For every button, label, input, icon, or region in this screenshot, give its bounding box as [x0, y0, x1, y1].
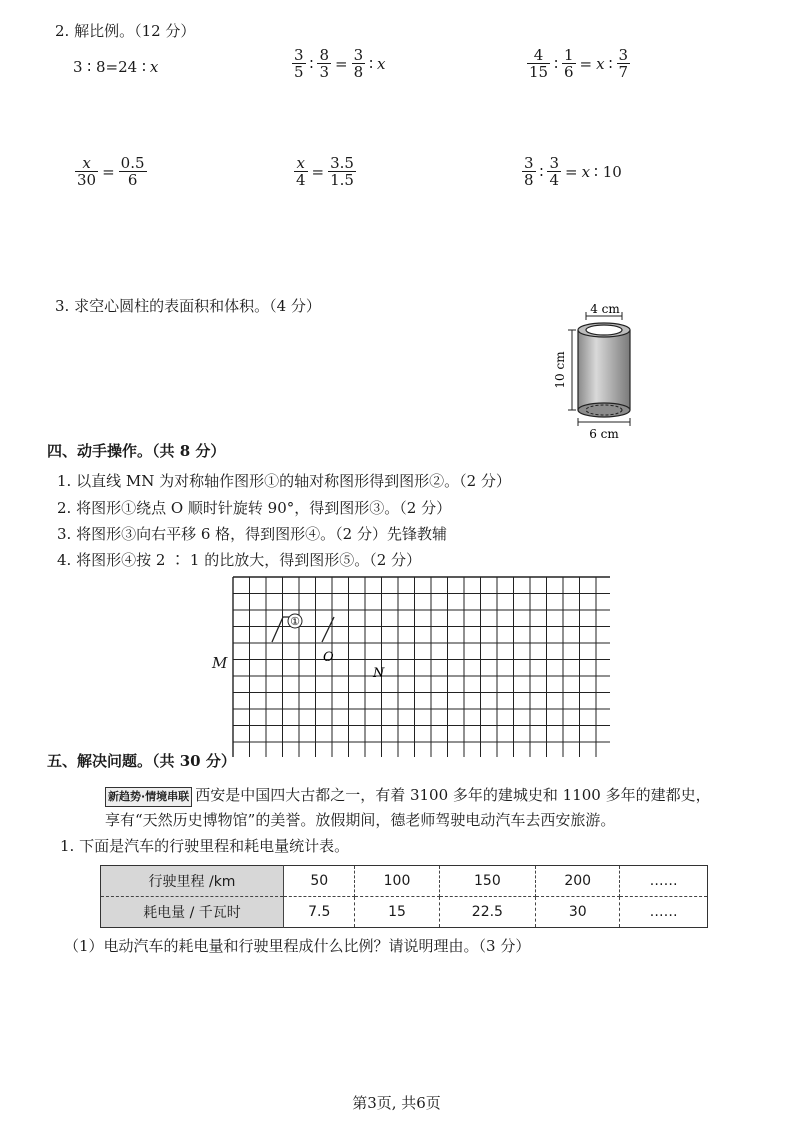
inner-diameter-label: 4 cm — [590, 302, 620, 316]
equation-2: $\frac{3}{5}$ ∶ $\frac{8}{3}$ = $\frac{3}{8}$ ∶ x — [294, 46, 386, 81]
equation-1-var: x — [149, 58, 159, 76]
equation-3: $\frac{4}{15}$ ∶ $\frac{1}{6}$ = x ∶ $\frac{3}{7}$ — [529, 46, 629, 81]
equation-5: $\frac{x}{4}$ = $\frac{3.5}{1.5}$ — [296, 154, 354, 189]
section-5-heading: 五、解决问题。（共 30 分） — [47, 752, 236, 770]
context-line-2: 享有“天然历史博物馆”的美誉。放假期间，德老师驾驶电动汽车去西安旅游。 — [105, 811, 616, 829]
section-4-item-4: 4. 将图形④按 2 ∶ 1 的比放大，得到图形⑤。（2 分） — [57, 551, 422, 569]
table-cell: 22.5 — [439, 897, 536, 928]
hollow-cylinder-figure — [550, 298, 650, 440]
table-cell: 150 — [439, 866, 536, 897]
table-cell: 50 — [284, 866, 355, 897]
problem-1-title: 1. 下面是汽车的行驶里程和耗电量统计表。 — [60, 837, 350, 855]
trend-tag: 新趋势·情境串联 — [105, 787, 192, 807]
point-m-label: M — [212, 654, 228, 672]
subquestion-1: （1）电动汽车的耗电量和行驶里程成什么比例？请说明理由。（3 分） — [64, 937, 531, 955]
section-4-item-3: 3. 将图形③向右平移 6 格，得到图形④。（2 分）先锋教辅 — [57, 525, 447, 543]
point-o-label: O — [323, 650, 334, 665]
table-cell: 15 — [355, 897, 439, 928]
mileage-consumption-table — [100, 865, 708, 928]
equation-4: $\frac{x}{30}$ = $\frac{0.5}{6}$ — [77, 154, 145, 189]
question-2-title: 2. 解比例。（12 分） — [55, 22, 196, 40]
table-row — [101, 897, 708, 928]
table-header-mileage: 行驶里程 /km — [101, 866, 284, 897]
equation-1-text: 3 ∶ 8=24 ∶ — [73, 58, 146, 76]
section-4-item-1: 1. 以直线 MN 为对称轴作图形①的轴对称图形得到图形②。（2 分） — [57, 472, 511, 490]
point-n-label: N — [373, 666, 385, 681]
page-footer: 第3页, 共6页 — [352, 1094, 441, 1112]
figure-1-label: ① — [290, 615, 300, 628]
table-cell: 7.5 — [284, 897, 355, 928]
table-cell: 30 — [536, 897, 620, 928]
context-line-1 — [105, 786, 711, 807]
table-cell: 200 — [536, 866, 620, 897]
outer-diameter-label: 6 cm — [589, 427, 619, 440]
context-text-1: 西安是中国四大古都之一，有着 3100 多年的建城史和 1100 多年的建都史， — [195, 786, 711, 804]
table-row — [101, 866, 708, 897]
equation-6: $\frac{3}{8}$ ∶ $\frac{3}{4}$ = x ∶ 10 — [524, 154, 622, 189]
table-cell: …… — [649, 904, 678, 920]
equation-1 — [73, 58, 158, 76]
cylinder-body — [578, 330, 630, 410]
square-grid — [205, 575, 610, 757]
question-3-title: 3. 求空心圆柱的表面积和体积。（4 分） — [55, 297, 321, 315]
section-4-heading: 四、动手操作。（共 8 分） — [47, 442, 226, 460]
section-4-item-2: 2. 将图形①绕点 O 顺时针旋转 90°，得到图形③。（2 分） — [57, 499, 452, 517]
height-label: 10 cm — [553, 351, 567, 389]
table-cell: 100 — [355, 866, 439, 897]
table-cell: …… — [620, 866, 708, 897]
cylinder-top-hole — [586, 325, 622, 335]
table-header-consumption: 耗电量 / 千瓦时 — [101, 897, 284, 928]
